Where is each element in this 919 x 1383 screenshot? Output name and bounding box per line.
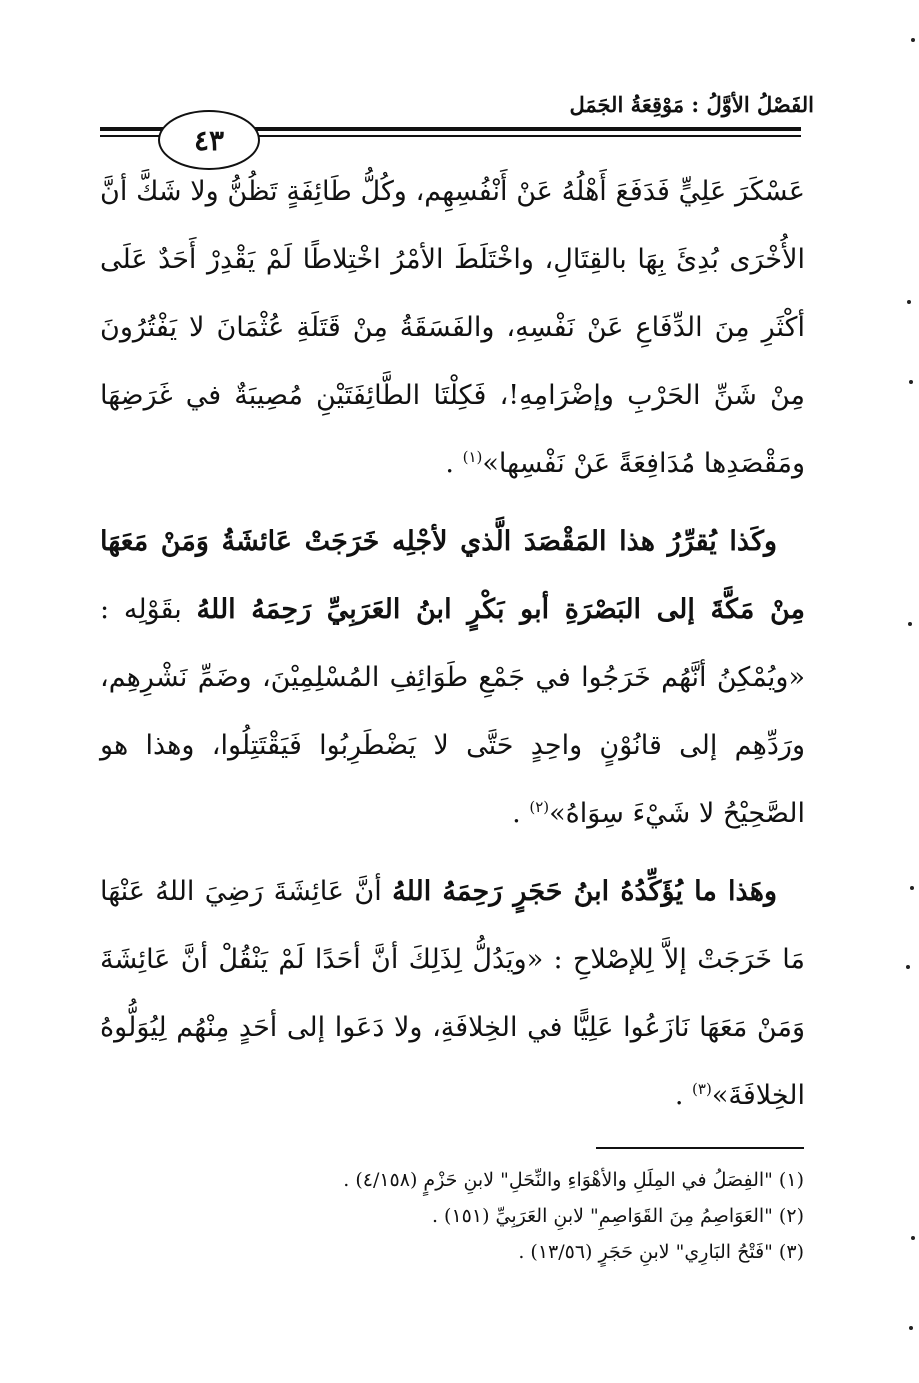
paragraph-2-lead: وكَذا يُقرِّرُ هذا المَقْصَدَ الَّذي لأجْلِه خَرَجَتْ عَائشَةُ وَمَنْ مَعَهَا مِنْ مَكَّةَ إلى البَصْرَةِ أبو بَكْرٍ ابنُ العَرَبِيِّ رَحِمَهُ اللهُ — [100, 526, 805, 625]
footnote-1: (١) "الفِصَلُ في المِلَلِ والأهْوَاءِ والنِّحَلِ" لابنِ حَزْمٍ (٤/١٥٨) . — [343, 1169, 804, 1191]
scan-mark — [910, 886, 914, 890]
scan-mark — [909, 380, 913, 384]
footnotes — [184, 1162, 804, 1270]
scan-mark — [908, 622, 912, 626]
paragraph-3 — [100, 858, 805, 1130]
paragraph-1-text: عَسْكَرَ عَلِيٍّ فَدَفَعَ أَهْلُهُ عَنْ أَنْفُسِهِم، وكُلُّ طَائِفَةٍ تَظُنُّ ولا شَكَّ أنَّ الأُخْرَى بُدِئَ بِهَا بالقِتَالِ، واخْتَلَطَ الأمْرُ اخْتِلاطًا لَمْ يَقْدِرْ أَحَدٌ عَلَى أكْثَرِ مِنَ الدِّفَاعِ عَنْ نَفْسِهِ، والفَسَقَةُ مِنْ قَتَلَةِ عُثْمَانَ لا يَفْتُرُونَ مِنْ شَنِّ الحَرْبِ وإضْرَامِهِ!، فَكِلْتَا الطَّائِفَتَيْنِ مُصِيبَةٌ في غَرَضِهَا ومَقْصَدِها مُدَافِعَةً عَنْ نَفْسِها» — [100, 176, 805, 479]
paragraph-2-end: . — [512, 798, 521, 829]
paragraph-3-lead: وهَذا ما يُؤَكِّدُهُ ابنُ حَجَرٍ رَحِمَهُ اللهُ — [392, 876, 777, 907]
paragraph-2-text: بقَوْلِه : «ويُمْكِنُ أنَّهُم خَرَجُوا في جَمْعِ طَوَائِفِ المُسْلِمِيْنَ، وضَمِّ نَشْرِهِم، ورَدِّهِم إلى قانُوْنٍ واحِدٍ حَتَّى لا يَضْطَرِبُوا فَيَقْتَتِلُوا، وهذا هو الصَّحِيْحُ لا شَيْءَ سِوَاهُ» — [100, 594, 805, 829]
footnote-ref-2: (٢) — [529, 798, 550, 816]
scan-mark — [906, 965, 910, 969]
paragraph-3-text: أنَّ عَائِشَةَ رَضِيَ اللهُ عَنْهَا مَا خَرَجَتْ إلاَّ لِلإصْلاحِ : «ويَدُلُّ لِذَلِكَ أنَّ أحَدًا لَمْ يَنْقُلْ أنَّ عَائِشَةَ وَمَنْ مَعَهَا نَازَعُوا عَلِيًّا في الخِلافَةِ، ولا دَعَوا إلى أحَدٍ مِنْهُم لِيُوَلُّوهُ الخِلافَةَ» — [100, 876, 805, 1111]
main-text — [100, 158, 805, 1130]
page-number: ٤٣ — [193, 123, 225, 157]
paragraph-2 — [100, 508, 805, 848]
running-header-title: الفَصْلُ الأوَّلُ : مَوْقِعَةُ الجَمَل — [569, 92, 814, 117]
footnote-ref-3: (٣) — [692, 1080, 712, 1098]
scan-mark — [911, 38, 915, 42]
footnote-3: (٣) "فَتْحُ البَارِي" لابنِ حَجَرٍ (١٣/٥٦) . — [518, 1241, 804, 1263]
scan-mark — [907, 300, 911, 304]
paragraph-1-end: . — [445, 448, 454, 479]
scan-mark — [911, 1236, 915, 1240]
paragraph-3-end: . — [674, 1080, 684, 1111]
footnote-2: (٢) "العَوَاصِمُ مِنَ القَوَاصِمِ" لابنِ العَرَبِيِّ (١٥١) . — [431, 1205, 804, 1227]
footnote-separator — [596, 1147, 804, 1149]
paragraph-1 — [100, 158, 805, 498]
scan-mark — [909, 1326, 913, 1330]
footnote-ref-1: (١) — [462, 448, 483, 466]
